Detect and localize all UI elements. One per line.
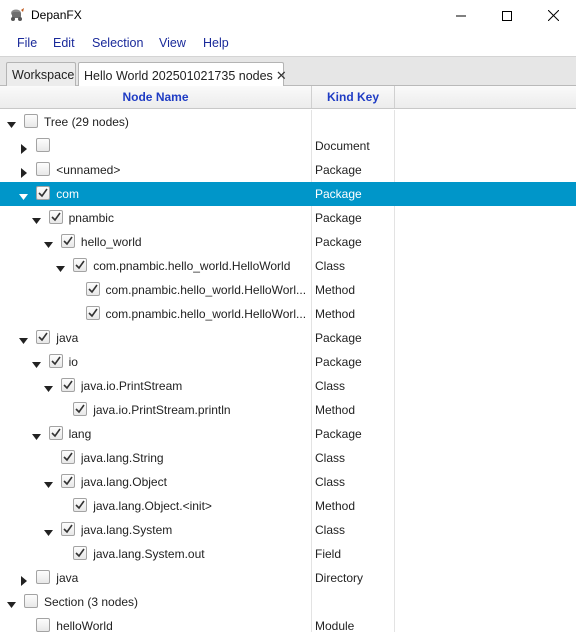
- checkmark-icon: [51, 356, 61, 366]
- tree-row[interactable]: [0, 374, 576, 398]
- tree-row[interactable]: [0, 302, 576, 326]
- triangle-down-icon[interactable]: [44, 525, 54, 535]
- kind-key: Package: [315, 187, 362, 201]
- node-name: com.pnambic.hello_world.HelloWorld: [93, 259, 291, 273]
- tree-row[interactable]: [0, 422, 576, 446]
- row-checkbox[interactable]: [61, 378, 75, 392]
- node-name: <unnamed>: [56, 163, 121, 177]
- triangle-down-icon[interactable]: [32, 213, 42, 223]
- checkmark-icon: [63, 236, 73, 246]
- node-name: pnambic: [68, 211, 114, 225]
- row-checkbox[interactable]: [61, 474, 75, 488]
- row-checkbox[interactable]: [36, 618, 50, 632]
- checkmark-icon: [63, 476, 73, 486]
- row-checkbox[interactable]: [24, 114, 38, 128]
- node-name: io: [68, 355, 78, 369]
- tree-row[interactable]: [0, 614, 576, 632]
- node-name: helloWorld: [56, 619, 113, 632]
- row-checkbox[interactable]: [36, 162, 50, 176]
- kind-key: Method: [315, 499, 356, 513]
- tab-label: Workspace: [12, 68, 75, 82]
- close-icon: [548, 10, 559, 21]
- checkmark-icon: [75, 500, 85, 510]
- row-checkbox[interactable]: [61, 522, 75, 536]
- row-checkbox[interactable]: [73, 258, 87, 272]
- node-name: com.pnambic.hello_world.HelloWorl...: [105, 307, 306, 321]
- kind-key: Package: [315, 355, 362, 369]
- tree-row[interactable]: [0, 518, 576, 542]
- row-checkbox[interactable]: [73, 498, 87, 512]
- tree-row[interactable]: [0, 446, 576, 470]
- triangle-down-icon[interactable]: [7, 117, 17, 127]
- tree-row[interactable]: [0, 398, 576, 422]
- kind-key: Class: [315, 523, 346, 537]
- node-name: com.pnambic.hello_world.HelloWorl...: [105, 283, 306, 297]
- app-icon: [9, 7, 25, 23]
- triangle-right-icon[interactable]: [19, 141, 29, 151]
- row-checkbox[interactable]: [61, 234, 75, 248]
- triangle-down-icon[interactable]: [44, 237, 54, 247]
- kind-key: Class: [315, 475, 346, 489]
- tree-row[interactable]: [0, 566, 576, 590]
- node-name: lang: [68, 427, 92, 441]
- tree-row[interactable]: [0, 326, 576, 350]
- node-name: hello_world: [80, 235, 142, 249]
- checkmark-icon: [63, 380, 73, 390]
- row-checkbox[interactable]: [86, 306, 100, 320]
- column-header-node-name[interactable]: Node Name: [0, 86, 312, 108]
- tab-label: Hello World 202501021735 nodes: [84, 69, 273, 83]
- kind-key: Class: [315, 379, 346, 393]
- checkmark-icon: [51, 428, 61, 438]
- node-name: java.lang.System.out: [93, 547, 205, 561]
- triangle-down-icon[interactable]: [19, 333, 29, 343]
- kind-key: Document: [315, 139, 370, 153]
- row-checkbox[interactable]: [73, 546, 87, 560]
- triangle-down-icon[interactable]: [56, 261, 66, 271]
- kind-key: Class: [315, 451, 346, 465]
- menu-file[interactable]: File: [17, 36, 38, 50]
- column-header-kind-key[interactable]: Kind Key: [312, 86, 395, 108]
- menu-bar: [0, 31, 576, 56]
- kind-key: Method: [315, 307, 356, 321]
- tree-row[interactable]: [0, 470, 576, 494]
- row-checkbox[interactable]: [49, 426, 63, 440]
- tree-row[interactable]: [0, 590, 576, 614]
- tree-row[interactable]: [0, 134, 576, 158]
- checkmark-icon: [38, 188, 48, 198]
- minimize-icon: [456, 11, 466, 21]
- node-name: java: [56, 331, 79, 345]
- menu-selection[interactable]: Selection: [92, 36, 144, 50]
- row-checkbox[interactable]: [49, 210, 63, 224]
- tree-table: [0, 110, 576, 632]
- triangle-right-icon[interactable]: [19, 165, 29, 175]
- row-checkbox[interactable]: [36, 570, 50, 584]
- node-name: java.lang.String: [80, 451, 164, 465]
- menu-view[interactable]: View: [159, 36, 186, 50]
- kind-key: Class: [315, 259, 346, 273]
- checkmark-icon: [88, 284, 98, 294]
- row-checkbox[interactable]: [73, 402, 87, 416]
- node-name: Section (3 nodes): [44, 595, 139, 609]
- close-button[interactable]: [530, 0, 576, 31]
- node-name: com: [56, 187, 79, 201]
- minimize-button[interactable]: [438, 0, 484, 31]
- node-name: java.io.PrintStream.println: [93, 403, 231, 417]
- tree-row[interactable]: [0, 230, 576, 254]
- kind-key: Method: [315, 283, 356, 297]
- window-title: DepanFX: [31, 8, 82, 22]
- triangle-down-icon[interactable]: [19, 189, 29, 199]
- kind-key: Package: [315, 331, 362, 345]
- kind-key: Package: [315, 235, 362, 249]
- triangle-down-icon[interactable]: [44, 477, 54, 487]
- tree-row[interactable]: [0, 206, 576, 230]
- tree-row[interactable]: [0, 110, 576, 134]
- kind-key: Directory: [315, 571, 364, 585]
- row-checkbox[interactable]: [61, 450, 75, 464]
- node-name: java: [56, 571, 79, 585]
- checkmark-icon: [63, 524, 73, 534]
- checkmark-icon: [75, 260, 85, 270]
- checkmark-icon: [38, 332, 48, 342]
- tab-hello-world-nodes[interactable]: [78, 62, 287, 87]
- node-name: java.io.PrintStream: [80, 379, 183, 393]
- row-checkbox[interactable]: [86, 282, 100, 296]
- row-checkbox[interactable]: [24, 594, 38, 608]
- kind-key: Package: [315, 163, 362, 177]
- tab-close-icon[interactable]: ✕: [275, 68, 287, 83]
- kind-key: Package: [315, 211, 362, 225]
- row-checkbox[interactable]: [36, 330, 50, 344]
- kind-key: Module: [315, 619, 355, 632]
- menu-help[interactable]: Help: [203, 36, 229, 50]
- maximize-button[interactable]: [484, 0, 530, 31]
- triangle-down-icon[interactable]: [32, 429, 42, 439]
- table-header: [0, 86, 576, 109]
- kind-key: Method: [315, 403, 356, 417]
- tab-workspace[interactable]: [6, 62, 76, 87]
- tree-row[interactable]: [0, 278, 576, 302]
- tree-row[interactable]: [0, 254, 576, 278]
- tree-row[interactable]: [0, 158, 576, 182]
- node-name: java.lang.System: [80, 523, 173, 537]
- tree-row[interactable]: [0, 494, 576, 518]
- node-name: java.lang.Object: [80, 475, 167, 489]
- tab-bar: [0, 56, 576, 86]
- row-checkbox[interactable]: [36, 138, 50, 152]
- node-name: Tree (29 nodes): [44, 115, 129, 129]
- checkmark-icon: [75, 548, 85, 558]
- triangle-down-icon[interactable]: [32, 357, 42, 367]
- checkmark-icon: [51, 212, 61, 222]
- row-checkbox[interactable]: [49, 354, 63, 368]
- checkmark-icon: [63, 452, 73, 462]
- menu-edit[interactable]: Edit: [53, 36, 75, 50]
- title-bar: [0, 0, 576, 31]
- checkmark-icon: [75, 404, 85, 414]
- triangle-down-icon[interactable]: [7, 597, 17, 607]
- node-name: java.lang.Object.<init>: [93, 499, 212, 513]
- tree-row[interactable]: [0, 182, 576, 206]
- checkmark-icon: [88, 308, 98, 318]
- triangle-right-icon[interactable]: [19, 573, 29, 583]
- kind-key: Field: [315, 547, 342, 561]
- triangle-down-icon[interactable]: [44, 381, 54, 391]
- kind-key: Package: [315, 427, 362, 441]
- tree-row[interactable]: [0, 350, 576, 374]
- tree-row[interactable]: [0, 542, 576, 566]
- maximize-icon: [502, 11, 512, 21]
- row-checkbox[interactable]: [36, 186, 50, 200]
